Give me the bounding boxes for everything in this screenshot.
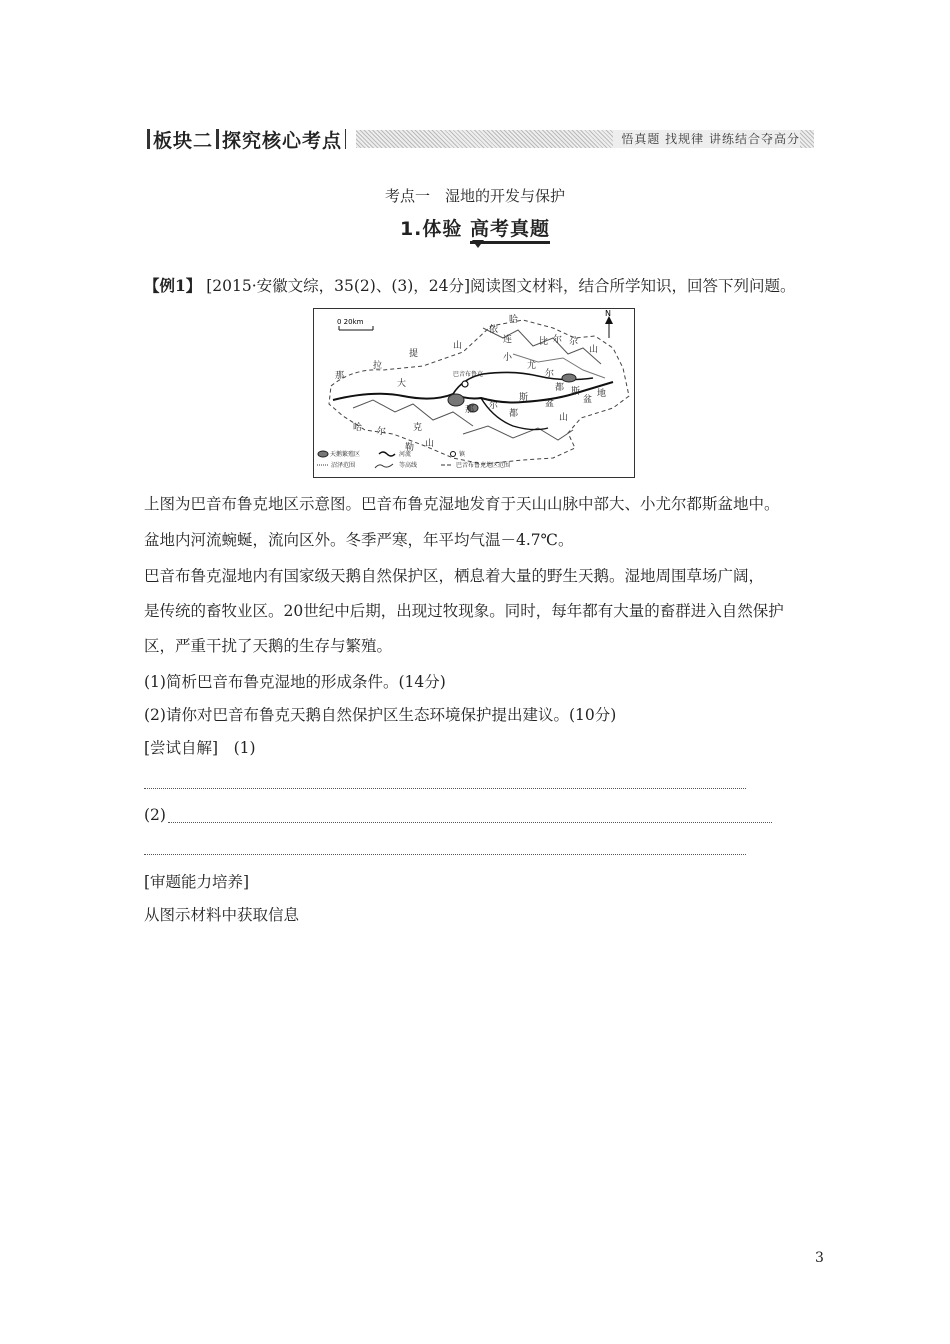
banner-heading: 探究核心考点: [222, 129, 343, 152]
answer-line-3[interactable]: [144, 854, 746, 855]
place-label: 那: [335, 371, 345, 381]
subsection-heading: [0, 214, 950, 241]
place-label: 山: [453, 341, 463, 351]
legend-label: 沼泽范围: [331, 462, 356, 469]
training-label: [审题能力培养]: [144, 873, 250, 891]
place-label: 尔: [553, 335, 563, 345]
place-label: 哈: [353, 423, 363, 433]
place-label: 尕: [569, 337, 579, 347]
legend-label: 巴音布鲁克地区范围: [456, 462, 511, 469]
place-label: 都: [555, 383, 565, 393]
place-label: 依: [489, 325, 499, 335]
place-label: 那: [465, 405, 475, 415]
legend-label: 天鹅繁殖区: [330, 451, 361, 458]
swan-area: [562, 374, 576, 382]
banner-section: 板块二: [153, 129, 214, 152]
place-label: 山: [425, 439, 435, 449]
banner-title: [144, 126, 349, 152]
topic-heading: 考点一 湿地的开发与保护: [384, 187, 565, 205]
divider: [147, 129, 150, 149]
legend-label: 河流: [399, 451, 412, 458]
place-label: 大: [397, 379, 407, 389]
place-label: 山: [589, 345, 599, 355]
legend-swan-symbol: [318, 451, 328, 457]
scale-label: 0 20km: [337, 318, 364, 326]
question-1: (1)简析巴音布鲁克湿地的形成条件。(14分): [144, 673, 446, 691]
place-label: 盆: [545, 399, 555, 409]
place-label: 小: [503, 353, 513, 363]
banner-slogan: 悟真题 找规律 讲练结合夺高分: [613, 130, 800, 148]
map-graphic: [313, 308, 635, 478]
north-label: N: [605, 309, 611, 318]
training-line: 从图示材料中获取信息: [144, 906, 300, 924]
divider: [216, 129, 219, 149]
paragraph-line: 是传统的畜牧业区。20世纪中后期，出现过牧现象。同时，每年都有大量的畜群进入自然保护: [144, 602, 784, 620]
place-label: 尔: [489, 401, 499, 411]
place-label: 比: [539, 337, 549, 347]
place-label: 克: [413, 423, 423, 433]
subheading-prefix: 1.体验: [399, 218, 463, 240]
place-label: 拉: [373, 361, 383, 371]
place-label: 哈: [509, 315, 519, 325]
legend-label: 等高线: [399, 462, 418, 469]
paragraph-line: 上图为巴音布鲁克地区示意图。巴音布鲁克湿地发育于天山山脉中部大、小尤尔都斯盆地中。: [144, 495, 780, 513]
place-label: 勒: [405, 443, 415, 453]
answer-line-1[interactable]: [144, 788, 746, 789]
attempt-label: [尝试自解] (1): [144, 739, 256, 757]
place-label: 尔: [545, 369, 555, 379]
swan-area: [448, 394, 464, 406]
triangle-down-icon: [472, 240, 484, 248]
answer-line-2[interactable]: [168, 822, 772, 823]
question-2: (2)请你对巴音布鲁克天鹅自然保护区生态环境保护提出建议。(10分): [144, 706, 617, 724]
legend-town-symbol: [451, 452, 456, 457]
place-label: 提: [409, 349, 419, 359]
subheading-highlight: 高考真题: [470, 218, 550, 244]
town-marker: [462, 381, 468, 387]
example-tag: 【例1】: [144, 276, 202, 295]
place-label: 地: [597, 389, 607, 399]
page-number: 3: [815, 1250, 824, 1266]
place-label: 山: [559, 413, 569, 423]
place-label: 斯: [571, 387, 581, 397]
attempt-label-2: (2): [144, 806, 166, 824]
paragraph-line: 区，严重干扰了天鹅的生存与繁殖。: [144, 637, 393, 655]
place-label: 连: [503, 335, 513, 345]
section-banner: [144, 126, 814, 152]
place-label: 巴音布鲁克: [453, 371, 484, 378]
place-label: 都: [509, 409, 519, 419]
place-label: 尤: [527, 361, 537, 371]
place-label: 尔: [377, 427, 387, 437]
legend-label: 镇: [459, 451, 466, 458]
paragraph-line: 盆地内河流蜿蜒，流向区外。冬季严寒，年平均气温－4.7℃。: [144, 531, 574, 549]
example-source: [2015·安徽文综，35(2)、(3)，24分]阅读图文材料，结合所学知识，回答下列问题。: [206, 277, 796, 295]
region-map: [313, 308, 635, 478]
example-line: [144, 276, 796, 296]
place-label: 盆: [583, 395, 593, 405]
paragraph-line: 巴音布鲁克湿地内有国家级天鹅自然保护区，栖息着大量的野生天鹅。湿地周围草场广阔，: [144, 567, 765, 585]
divider: [345, 129, 346, 149]
place-label: 斯: [519, 393, 529, 403]
